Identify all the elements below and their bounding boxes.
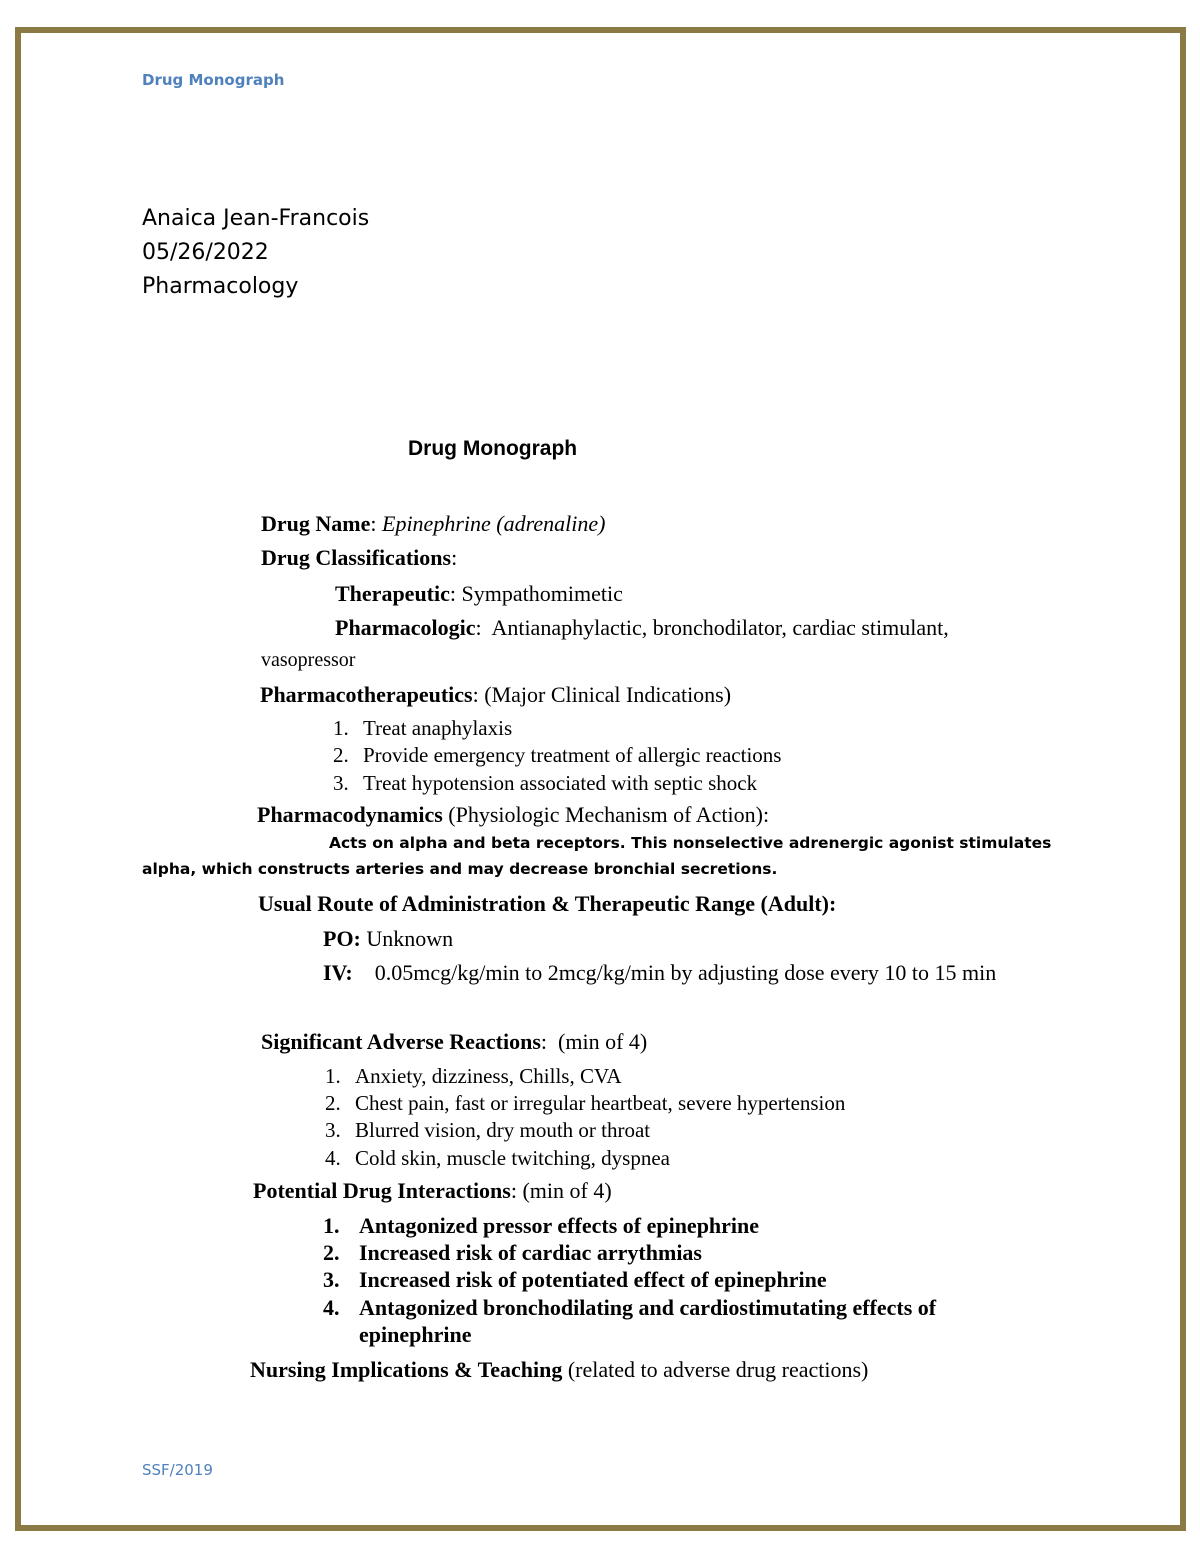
route-po-value: Unknown (366, 926, 454, 951)
pharmacologic-line: Pharmacologic: Antianaphylactic, bronchodilator, cardiac stimulant, (335, 615, 949, 640)
page-header: Drug Monograph (142, 71, 285, 89)
classifications-heading: Drug Classifications: (261, 545, 458, 570)
therapeutic-label: Therapeutic (335, 581, 450, 606)
pharmacodynamics-heading (257, 802, 769, 828)
list-item-cont: epinephrine (359, 1322, 472, 1347)
list-item: 4. Antagonized bronchodilating and cardiostimutating effects of (323, 1295, 937, 1320)
nursing-label: Nursing Implications & Teaching (250, 1357, 563, 1382)
pharmacologic-value: Antianaphylactic, bronchodilator, cardiac stimulant, (491, 615, 949, 640)
pharmacotherapeutics-note: (Major Clinical Indications) (484, 682, 732, 707)
nursing-note: (related to adverse drug reactions) (567, 1357, 869, 1382)
interactions-heading: Potential Drug Interactions: (min of 4) (253, 1178, 612, 1203)
author-date: 05/26/2022 (142, 240, 269, 265)
therapeutic-line: Therapeutic: Sympathomimetic (335, 581, 623, 606)
route-iv-value: 0.05mcg/kg/min to 2mcg/kg/min by adjusting dose every 10 to 15 min (374, 960, 997, 985)
pharmacodynamics-note: (Physiologic Mechanism of Action): (448, 802, 770, 827)
list-item: 1. Treat anaphylaxis (333, 716, 513, 740)
classifications-label: Drug Classifications (261, 545, 452, 570)
pharmacodynamics-text-1: Acts on alpha and beta receptors. This nonselective adrenergic agonist stimulates (329, 834, 1052, 852)
route-iv (323, 960, 996, 986)
adverse-note: (min of 4) (558, 1029, 648, 1054)
pharmacodynamics-label: Pharmacodynamics (257, 802, 443, 827)
list-item: 4. Cold skin, muscle twitching, dyspnea (325, 1146, 670, 1170)
pharmacotherapeutics-heading: Pharmacotherapeutics: (Major Clinical Indications) (260, 682, 732, 707)
list-item: 2. Provide emergency treatment of allergic reactions (333, 743, 782, 767)
list-item: 3. Increased risk of potentiated effect of epinephrine (323, 1267, 827, 1292)
list-item: 2. Increased risk of cardiac arrythmias (323, 1240, 702, 1265)
list-item: 1. Anxiety, dizziness, Chills, CVA (325, 1064, 622, 1088)
adverse-heading: Significant Adverse Reactions: (min of 4) (261, 1029, 648, 1054)
adverse-label: Significant Adverse Reactions (261, 1029, 541, 1054)
interactions-note: (min of 4) (522, 1178, 612, 1203)
nursing-heading (250, 1357, 868, 1383)
route-heading: Usual Route of Administration & Therapeutic Range (Adult): (258, 891, 837, 916)
list-item: 3. Blurred vision, dry mouth or throat (325, 1118, 651, 1142)
list-item: 2. Chest pain, fast or irregular heartbeat, severe hypertension (325, 1091, 846, 1115)
list-item: 1. Antagonized pressor effects of epinephrine (323, 1213, 760, 1238)
drug-name-label: Drug Name (261, 511, 371, 536)
course-name: Pharmacology (142, 274, 299, 299)
therapeutic-value: Sympathomimetic (461, 581, 623, 606)
author-name: Anaica Jean-Francois (142, 206, 370, 231)
list-item: 3. Treat hypotension associated with septic shock (333, 771, 758, 795)
page-footer: SSF/2019 (142, 1461, 213, 1479)
pharmacodynamics-text-2: alpha, which constructs arteries and may decrease bronchial secretions. (142, 860, 778, 878)
route-iv-label: IV: (323, 960, 353, 985)
route-po (323, 926, 453, 952)
drug-name-value: Epinephrine (adrenaline) (382, 511, 606, 536)
pharmacotherapeutics-label: Pharmacotherapeutics (260, 682, 473, 707)
interactions-label: Potential Drug Interactions (253, 1178, 511, 1203)
drug-name-line: Drug Name: Epinephrine (adrenaline) (261, 511, 606, 536)
document-title: Drug Monograph (408, 437, 578, 460)
pharmacologic-label: Pharmacologic (335, 615, 476, 640)
route-po-label: PO: (323, 926, 361, 951)
pharmacologic-value-cont: vasopressor (261, 649, 356, 671)
